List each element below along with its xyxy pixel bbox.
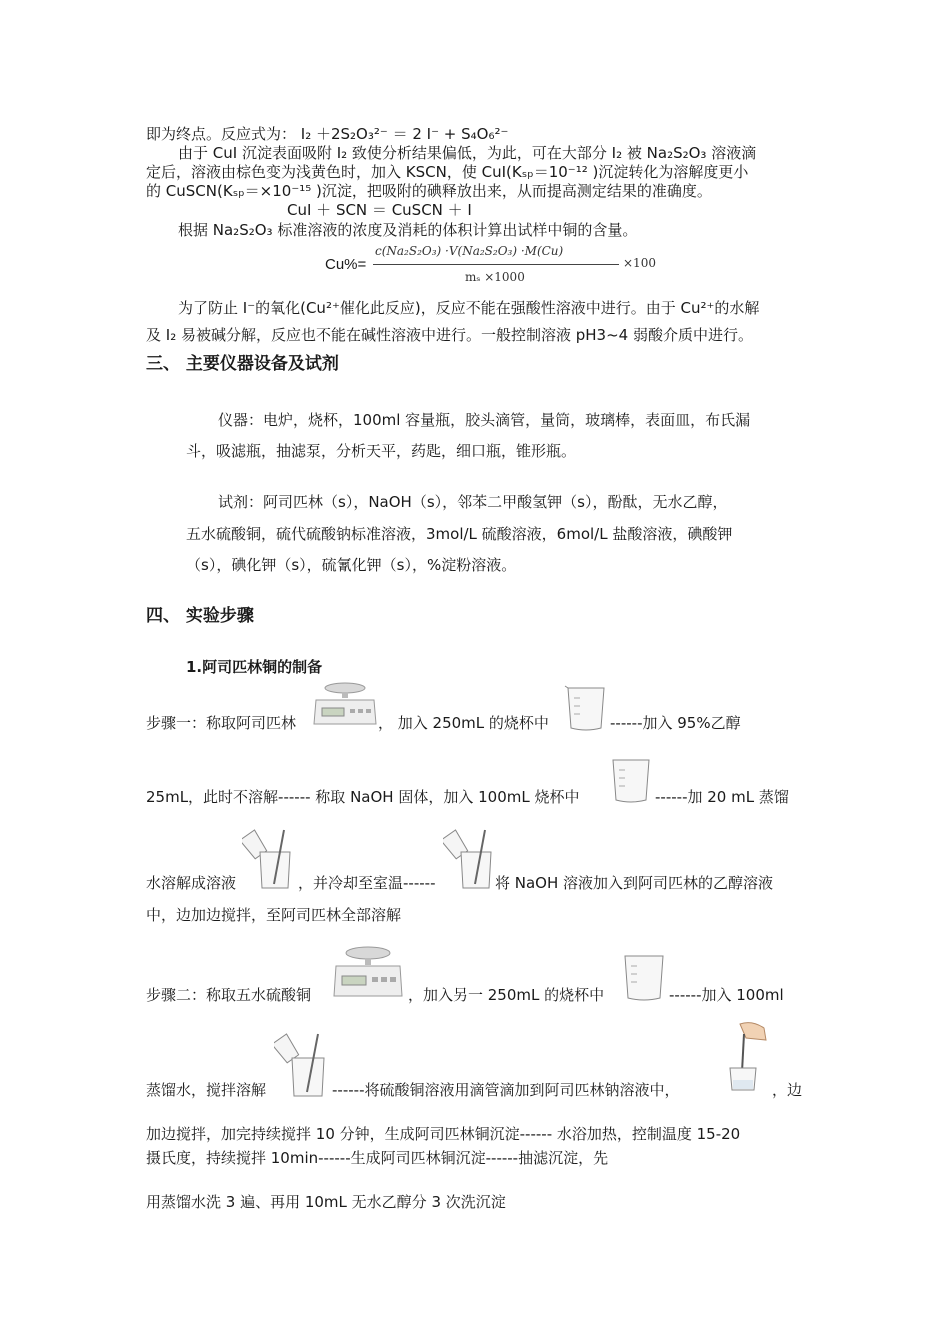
- step-text: ------将硫酸铜溶液用滴管滴加到阿司匹林钠溶液中，: [332, 1081, 680, 1099]
- step-text: 蒸馏水，搅拌溶解: [146, 1081, 267, 1099]
- balance-icon: [312, 680, 378, 730]
- step-text: 用蒸馏水洗 3 遍、再用 10mL 无水乙醇分 3 次洗沉淀: [146, 1193, 506, 1211]
- formula-numerator: c(Na₂S₂O₃) ·V(Na₂S₂O₃) ·M(Cu): [375, 244, 564, 258]
- section-heading: 三、 主要仪器设备及试剂: [146, 354, 339, 374]
- text-line: 根据 Na₂S₂O₃ 标准溶液的浓度及消耗的体积计算出试样中铜的含量。: [178, 221, 638, 239]
- fraction-bar: [373, 264, 619, 265]
- pour-stir-icon: [242, 826, 298, 892]
- subsection-heading: 1.阿司匹林铜的制备: [186, 658, 323, 676]
- pour-stir-icon: [274, 1030, 332, 1100]
- reagents-line: 试剂：阿司匹林（s），NaOH（s），邻苯二甲酸氢钾（s），酚酞，无水乙醇，: [218, 493, 728, 511]
- pour-stir-icon: [443, 826, 495, 892]
- dropper-hand-icon: [722, 1020, 770, 1094]
- formula-rhs: ×100: [623, 256, 656, 270]
- text-line: 为了防止 I⁻的氧化(Cu²⁺催化此反应)，反应不能在强酸性溶液中进行。由于 Cu²⁺的水解: [178, 299, 760, 317]
- instruments-line: 仪器：电炉，烧杯，100ml 容量瓶，胶头滴管，量筒，玻璃棒，表面皿，布氏漏: [218, 411, 751, 429]
- beaker-icon: [619, 952, 669, 1004]
- reagents-line: （s），碘化钾（s），硫氰化钾（s），%淀粉溶液。: [186, 556, 517, 574]
- step-text: 将 NaOH 溶液加入到阿司匹林的乙醇溶液: [495, 874, 774, 892]
- step-text: ，并冷却至室温------: [298, 874, 436, 892]
- step-text: 中，边加边搅拌，至阿司匹林全部溶解: [146, 906, 402, 924]
- step-text: 步骤一：称取阿司匹林: [146, 714, 297, 732]
- step-text: 加边搅拌，加完持续搅拌 10 分钟，生成阿司匹林铜沉淀------ 水浴加热，控制温度 15-20: [146, 1125, 741, 1143]
- step-text: 25mL，此时不溶解------ 称取 NaOH 固体，加入 100mL 烧杯中: [146, 788, 580, 806]
- step-text: 水溶解成溶液: [146, 874, 237, 892]
- step-text: ，加入另一 250mL 的烧杯中: [408, 986, 605, 1004]
- text-line: 及 I₂ 易被碱分解，反应也不能在碱性溶液中进行。一般控制溶液 pH3~4 弱酸介质中进行。: [146, 326, 753, 344]
- instruments-line: 斗，吸滤瓶，抽滤泵，分析天平，药匙，细口瓶，锥形瓶。: [186, 442, 577, 460]
- step-text: ， 加入 250mL 的烧杯中: [378, 714, 549, 732]
- step-text: ------加入 95%乙醇: [610, 714, 741, 732]
- beaker-icon: [562, 684, 610, 734]
- text-line: 的 CuSCN(Kₛₚ＝×10⁻¹⁵ )沉淀，把吸附的碘释放出来，从而提高测定结果的准确度。: [146, 182, 712, 200]
- step-text: 摄氏度，持续搅拌 10min------生成阿司匹林铜沉淀------抽滤沉淀，先: [146, 1149, 609, 1167]
- equation-line: CuI ＋ SCN ＝ CuSCN ＋ I: [287, 201, 472, 219]
- step-text: ------加 20 mL 蒸馏: [655, 788, 789, 806]
- balance-icon: [332, 944, 404, 1002]
- reaction-line: 即为终点。反应式为： I₂ ＋2S₂O₃²⁻ ＝ 2 I⁻ + S₄O₆²⁻: [146, 125, 509, 143]
- formula-denominator: mₛ ×1000: [465, 270, 525, 284]
- beaker-icon: [607, 756, 655, 806]
- text-line: 由于 CuI 沉淀表面吸附 I₂ 致使分析结果偏低，为此，可在大部分 I₂ 被 Na₂S₂O₃ 溶液滴: [178, 144, 757, 162]
- formula-lhs: Cu%=: [325, 256, 367, 273]
- reagents-line: 五水硫酸铜，硫代硫酸钠标准溶液，3mol/L 硫酸溶液，6mol/L 盐酸溶液，碘酸钾: [186, 525, 733, 543]
- step-text: ，边: [772, 1081, 803, 1099]
- step-text: ------加入 100ml: [669, 986, 784, 1004]
- text-line: 定后，溶液由棕色变为浅黄色时，加入 KSCN，使 CuI(Kₛₚ＝10⁻¹² )沉淀转化为溶解度更小: [146, 163, 749, 181]
- section-heading: 四、 实验步骤: [146, 606, 254, 626]
- step-text: 步骤二：称取五水硫酸铜: [146, 986, 312, 1004]
